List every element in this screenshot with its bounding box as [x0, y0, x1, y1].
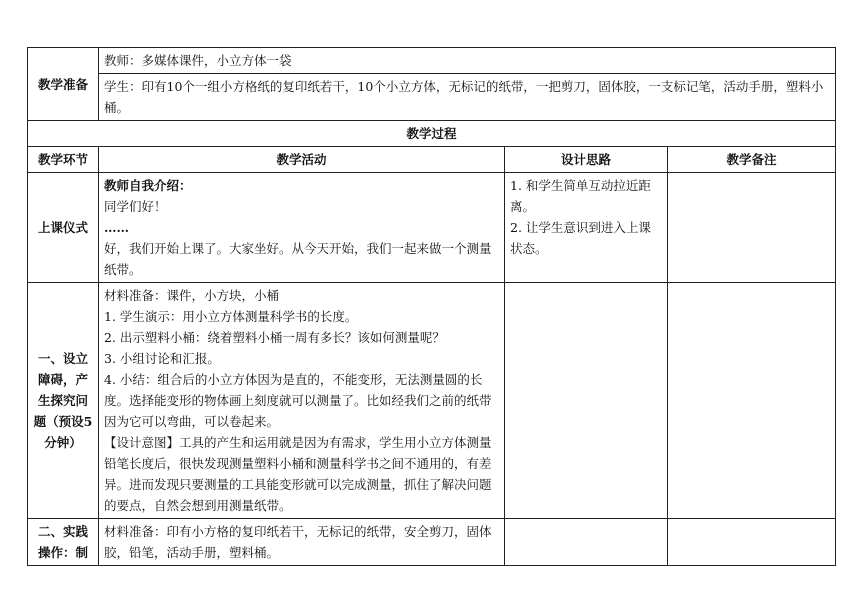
notes-cell [668, 173, 836, 283]
prep-label: 教学准备 [28, 48, 99, 121]
section-title: 教学过程 [28, 121, 836, 147]
prep-student: 学生：印有10个一组小方格纸的复印纸若干，10个小立方体，无标记的纸带，一把剪刀，固体胶，一支标记笔，活动手册，塑料小桶。 [99, 74, 836, 121]
activity-line: 材料准备：课件，小方块，小桶 [104, 288, 280, 303]
table-row [28, 519, 836, 566]
design-cell [505, 173, 668, 283]
activity-cell [99, 173, 505, 283]
activity-line: 同学们好！ [104, 199, 167, 214]
activity-line: …… [104, 220, 129, 235]
notes-cell [668, 283, 836, 519]
notes-cell [668, 519, 836, 566]
activity-line: 2. 出示塑料小桶：绕着塑料小桶一周有多长？该如何测量呢？ [104, 330, 445, 345]
stage-cell: 上课仪式 [28, 173, 99, 283]
activity-line: 【设计意图】工具的产生和运用就是因为有需求，学生用小立方体测量铅笔长度后，很快发现测量塑料小桶和测量科学书之间不通用的，有差异。进而发现只要测量的工具能变形就可以完成测量，抓住了解决问题的要点，自然会想到用测量纸带。 [104, 435, 492, 513]
activity-line: 好，我们开始上课了。大家坐好。从今天开始，我们一起来做一个测量纸带。 [104, 241, 492, 277]
design-cell [505, 283, 668, 519]
header-activity: 教学活动 [99, 147, 505, 173]
stage-cell: 二、实践操作：制 [28, 519, 99, 566]
prep-row-student [28, 74, 836, 121]
design-line: 1. 和学生简单互动拉近距离。 [510, 178, 651, 214]
design-line: 2. 让学生意识到进入上课状态。 [510, 220, 651, 256]
activity-cell [99, 519, 505, 566]
activity-cell [99, 283, 505, 519]
lesson-plan-table [27, 47, 836, 566]
header-notes: 教学备注 [668, 147, 836, 173]
prep-row-teacher [28, 48, 836, 74]
activity-line: 4. 小结：组合后的小立方体因为是直的，不能变形，无法测量圆的长度。选择能变形的物体画上刻度就可以测量了。比如经我们之前的纸带因为它可以弯曲，可以卷起来。 [104, 372, 492, 429]
activity-line: 1. 学生演示：用小立方体测量科学书的长度。 [104, 309, 358, 324]
activity-line: 3. 小组讨论和汇报。 [104, 351, 220, 366]
table-row [28, 173, 836, 283]
section-row [28, 121, 836, 147]
header-stage: 教学环节 [28, 147, 99, 173]
prep-teacher: 教师：多媒体课件，小立方体一袋 [99, 48, 836, 74]
table-row [28, 283, 836, 519]
header-row [28, 147, 836, 173]
activity-line: 材料准备：印有小方格的复印纸若干，无标记的纸带，安全剪刀，固体胶，铅笔，活动手册，塑料桶。 [104, 524, 492, 560]
stage-cell: 一、设立障碍，产生探究问题（预设5分钟） [28, 283, 99, 519]
design-cell [505, 519, 668, 566]
activity-title: 教师自我介绍： [104, 178, 192, 193]
header-design: 设计思路 [505, 147, 668, 173]
